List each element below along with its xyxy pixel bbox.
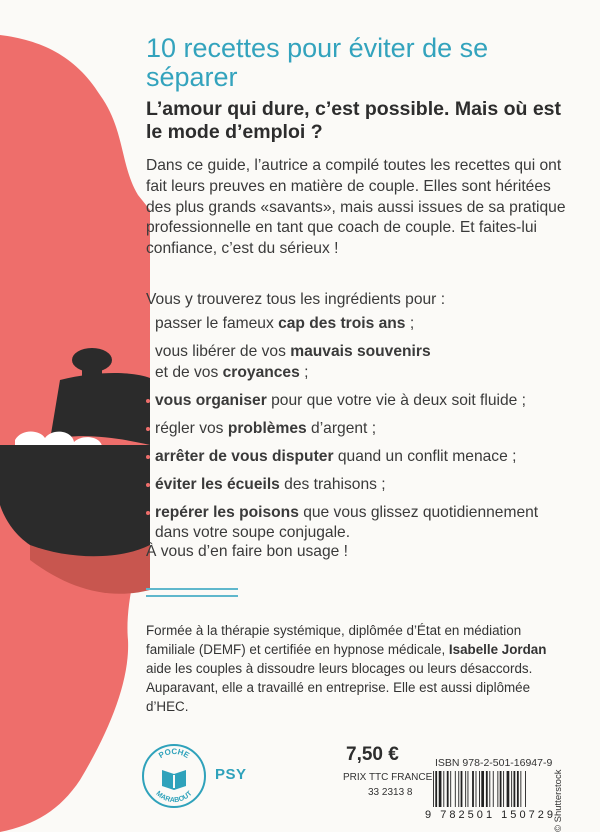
list-item: vous libérer de vos mauvais souvenirs et de vos croyances ; bbox=[146, 342, 566, 383]
divider bbox=[146, 588, 238, 590]
logo-bottom-text: MARABOUT bbox=[154, 790, 194, 805]
photo-credit: © Shutterstock bbox=[553, 769, 564, 832]
price-label: PRIX TTC FRANCE bbox=[343, 772, 433, 783]
list-item: passer le fameux cap des trois ans ; bbox=[146, 314, 566, 335]
collection-label: PSY bbox=[215, 766, 247, 783]
cooking-pot-illustration bbox=[0, 0, 150, 832]
isbn: ISBN 978-2-501-16947-9 bbox=[435, 757, 553, 769]
author-bio: Formée à la thérapie systémique, diplômée d’État en médiation familiale (DEMF) et certifiée en hypnose médicale, Isabelle Jordan aide les couples à dissoudre leurs blocages ou leurs désaccords. Auparavant, elle a travaillé en entreprise. Elle est aussi diplômée d’HEC. bbox=[146, 623, 547, 714]
intro-paragraph: Dans ce guide, l’autrice a compilé toutes les recettes qui ont fait leurs preuves en matière de couple. Elles sont héritées des plus grands «savants», mais aussi issues de sa pratique professionnelle en tant que coach de couple. Et faites-lui confiance, c’est du sérieux ! bbox=[146, 157, 566, 258]
price: 7,50 € bbox=[346, 744, 399, 765]
svg-text:POCHE bbox=[157, 747, 191, 760]
book-subtitle: L’amour qui dure, c’est possible. Mais où est le mode d’emploi ? bbox=[146, 98, 562, 143]
list-lead: Vous y trouverez tous les ingrédients pour : bbox=[146, 291, 446, 308]
barcode-digits: 9 782501 150729 bbox=[425, 809, 553, 819]
ingredients-list bbox=[146, 314, 566, 551]
poche-marabout-logo bbox=[140, 742, 208, 810]
list-item: repérer les poisons que vous glissez quotidiennement dans votre soupe conjugale. bbox=[146, 503, 566, 544]
list-item: vous organiser pour que votre vie à deux soit fluide ; bbox=[146, 391, 566, 412]
list-item: régler vos problèmes d’argent ; bbox=[146, 419, 566, 440]
list-item: éviter les écueils des trahisons ; bbox=[146, 475, 566, 496]
price-code: 33 2313 8 bbox=[368, 787, 413, 798]
divider bbox=[146, 595, 238, 597]
svg-text:MARABOUT bbox=[154, 790, 194, 804]
list-item: arrêter de vous disputer quand un conflit menace ; bbox=[146, 447, 566, 468]
book-title: 10 recettes pour éviter de se séparer bbox=[146, 33, 489, 92]
logo-top-text: POCHE bbox=[157, 746, 191, 761]
closing-line: À vous d’en faire bon usage ! bbox=[146, 543, 348, 560]
